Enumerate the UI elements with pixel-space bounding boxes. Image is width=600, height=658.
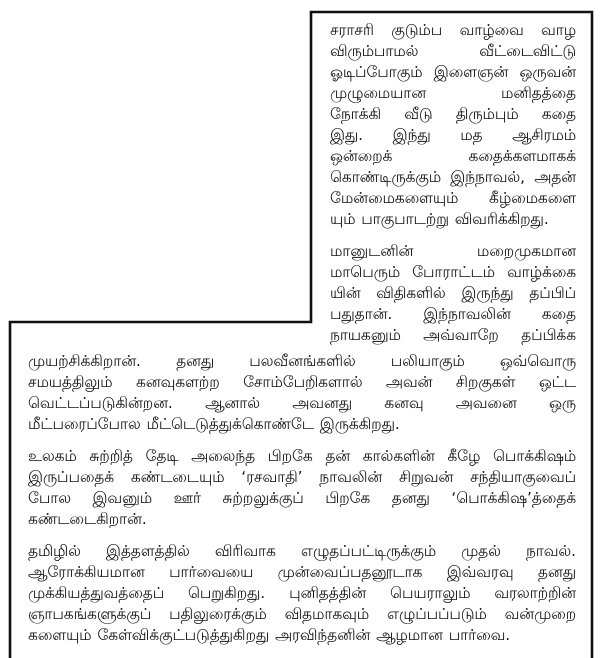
- paragraph-protagonist: [28, 351, 576, 435]
- text-line: ஒன்றைக் கதைக்களமாகக்: [330, 147, 576, 165]
- text-line: மானுடனின் மறைமுகமான: [330, 242, 576, 260]
- text-line: மாபெரும் போராட்டம் வாழ்க்கை: [330, 263, 576, 281]
- text-line: விரும்பாமல் வீட்டைவிட்டு: [330, 42, 576, 60]
- text-line: மீட்பரைப்போல மீட்டெடுத்துக்கொண்டே இருக்கிறது.: [28, 415, 400, 433]
- text-line: சமயத்திலும் கனவுகளற்ற சோம்பேறிகளால் அவன் சிறகுகள் ஒட்ட: [28, 373, 576, 391]
- text-line: யின் விதிகளில் இருந்து தப்பிப்: [330, 284, 576, 302]
- text-line: நோக்கி வீடு திரும்பும் கதை: [330, 105, 576, 123]
- text-line: மேன்மைகளையும் கீழ்மைகளை: [330, 189, 576, 207]
- text-line: ஆரோக்கியமான பார்வையை முன்வைப்பதனூடாக இவ்வரவு தனது: [28, 563, 576, 581]
- text-line: கொண்டிருக்கும் இந்நாவல், அதன்: [330, 168, 576, 186]
- text-line: இருப்பதைக் கண்டடையும் ‘ரசவாதி’ நாவலின் சிறுவன் சந்தியாகுவைப்: [28, 468, 576, 486]
- text-line: யும் பாகுபாடற்று விவரிக்கிறது.: [330, 210, 549, 228]
- text-line: வெட்டப்படுகின்றன. ஆனால் அவனது கனவு அவனை ஒரு: [28, 394, 576, 412]
- paragraph-intro: [330, 20, 576, 230]
- text-line: கண்டடைகிறான்.: [28, 510, 147, 528]
- text-line: முழுமையான மனிதத்தை: [330, 84, 576, 102]
- text-line: முக்கியத்துவத்தைப் பெறுகிறது. புனிதத்தின் பெயராலும் வரலாற்றின்: [28, 584, 576, 602]
- text-line: தமிழில் இத்தளத்தில் விரிவாக எழுதப்பட்டிருக்கும் முதல் நாவல்.: [28, 542, 576, 560]
- text-line: போல இவனும் ஊர் சுற்றலுக்குப் பிறகே தனது ‘பொக்கிஷ’த்தைக்: [28, 489, 576, 507]
- text-line: பதுதான். இந்நாவலின் கதை: [330, 305, 576, 323]
- text-line: முயற்சிக்கிறான். தனது பலவீனங்களில் பலியாகும் ஒவ்வொரு: [28, 352, 576, 370]
- paragraph-significance: [28, 541, 576, 646]
- paragraph-struggle: [330, 241, 576, 346]
- text-line: ஞாபகங்களுக்குப் பதிலுரைக்கும் விதமாகவும் எழுப்பப்படும் வன்முறை: [28, 605, 576, 623]
- text-line: சராசரி குடும்ப வாழ்வை வாழ: [330, 21, 576, 39]
- text-line: ஓடிப்போகும் இளைஞன் ஒருவன்: [330, 63, 576, 81]
- full-width-text-column: [28, 351, 576, 657]
- paragraph-alchemist: [28, 446, 576, 530]
- top-right-text-column: [330, 20, 576, 357]
- text-line: களையும் கேள்விக்குட்படுத்துகிறது அரவிந்தனின் ஆழமான பார்வை.: [28, 626, 511, 644]
- text-line: நாயகனும் அவ்வாறே தப்பிக்க: [330, 326, 576, 344]
- text-line: உலகம் சுற்றித் தேடி அலைந்த பிறகே தன் கால்களின் கீழே பொக்கிஷம்: [28, 447, 576, 465]
- text-line: இது. இந்து மத ஆசிரமம்: [330, 126, 576, 144]
